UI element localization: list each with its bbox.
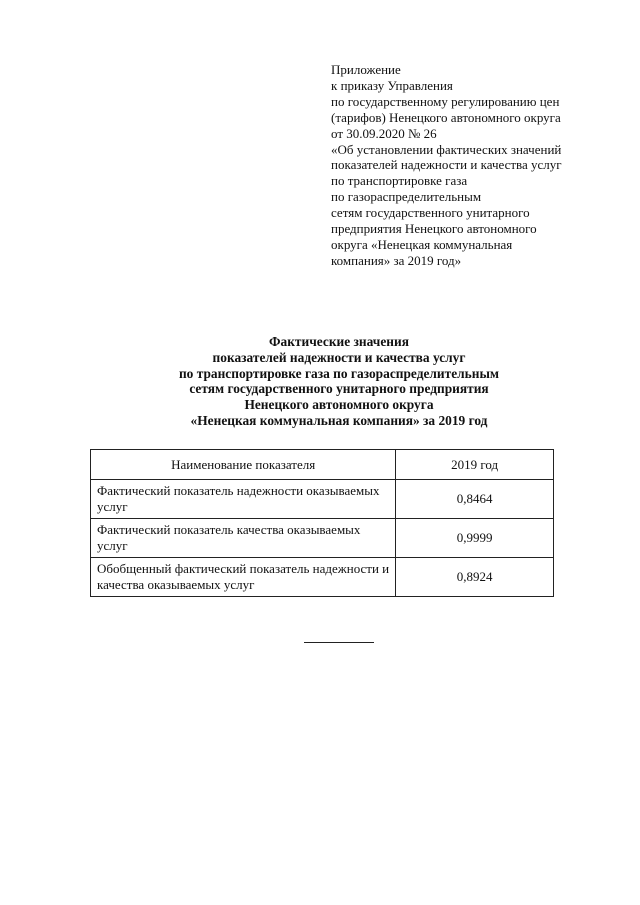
heading-line: по транспортировке газа по газораспределительным — [178, 365, 500, 381]
appendix-line: предприятия Ненецкого автономного — [331, 221, 537, 237]
indicators-table — [90, 449, 554, 597]
indicator-value-cell: 0,8924 — [396, 558, 554, 597]
appendix-line: по государственному регулированию цен — [331, 93, 560, 109]
indicator-name-cell: Фактический показатель качества оказываемых услуг — [91, 519, 396, 558]
appendix-line: показателей надежности и качества услуг — [331, 157, 562, 173]
appendix-line: к приказу Управления — [331, 77, 453, 93]
indicator-name-cell: Фактический показатель надежности оказываемых услуг — [91, 480, 396, 519]
table-row — [91, 519, 554, 558]
heading-line: сетям государственного унитарного предприятия — [189, 381, 489, 397]
column-header-indicator-name: Наименование показателя — [91, 450, 396, 480]
appendix-line: сетям государственного унитарного — [331, 205, 530, 221]
appendix-line: округа «Ненецкая коммунальная — [331, 236, 513, 252]
appendix-line: Приложение — [331, 62, 401, 77]
appendix-line: по транспортировке газа — [331, 173, 468, 189]
heading-line: Ненецкого автономного округа — [244, 397, 434, 413]
table-row — [91, 558, 554, 597]
appendix-line: (тарифов) Ненецкого автономного округа — [331, 109, 561, 125]
appendix-block — [331, 62, 631, 269]
closing-divider — [304, 642, 374, 643]
document-heading — [100, 334, 578, 429]
heading-line: Фактические значения — [269, 334, 409, 349]
table-row — [91, 480, 554, 519]
indicator-value-cell: 0,8464 — [396, 480, 554, 519]
indicator-value-cell: 0,9999 — [396, 519, 554, 558]
appendix-line: «Об установлении фактических значений — [331, 141, 562, 157]
heading-line: «Ненецкая коммунальная компания» за 2019 год — [190, 412, 488, 428]
appendix-line: компания» за 2019 год» — [331, 252, 462, 268]
heading-line: показателей надежности и качества услуг — [212, 349, 466, 365]
appendix-line: по газораспределительным — [331, 189, 482, 205]
column-header-year: 2019 год — [396, 450, 554, 480]
appendix-line: от 30.09.2020 № 26 — [331, 125, 437, 141]
indicator-name-cell: Обобщенный фактический показатель надежности и качества оказываемых услуг — [91, 558, 396, 597]
table-header-row — [91, 450, 554, 480]
